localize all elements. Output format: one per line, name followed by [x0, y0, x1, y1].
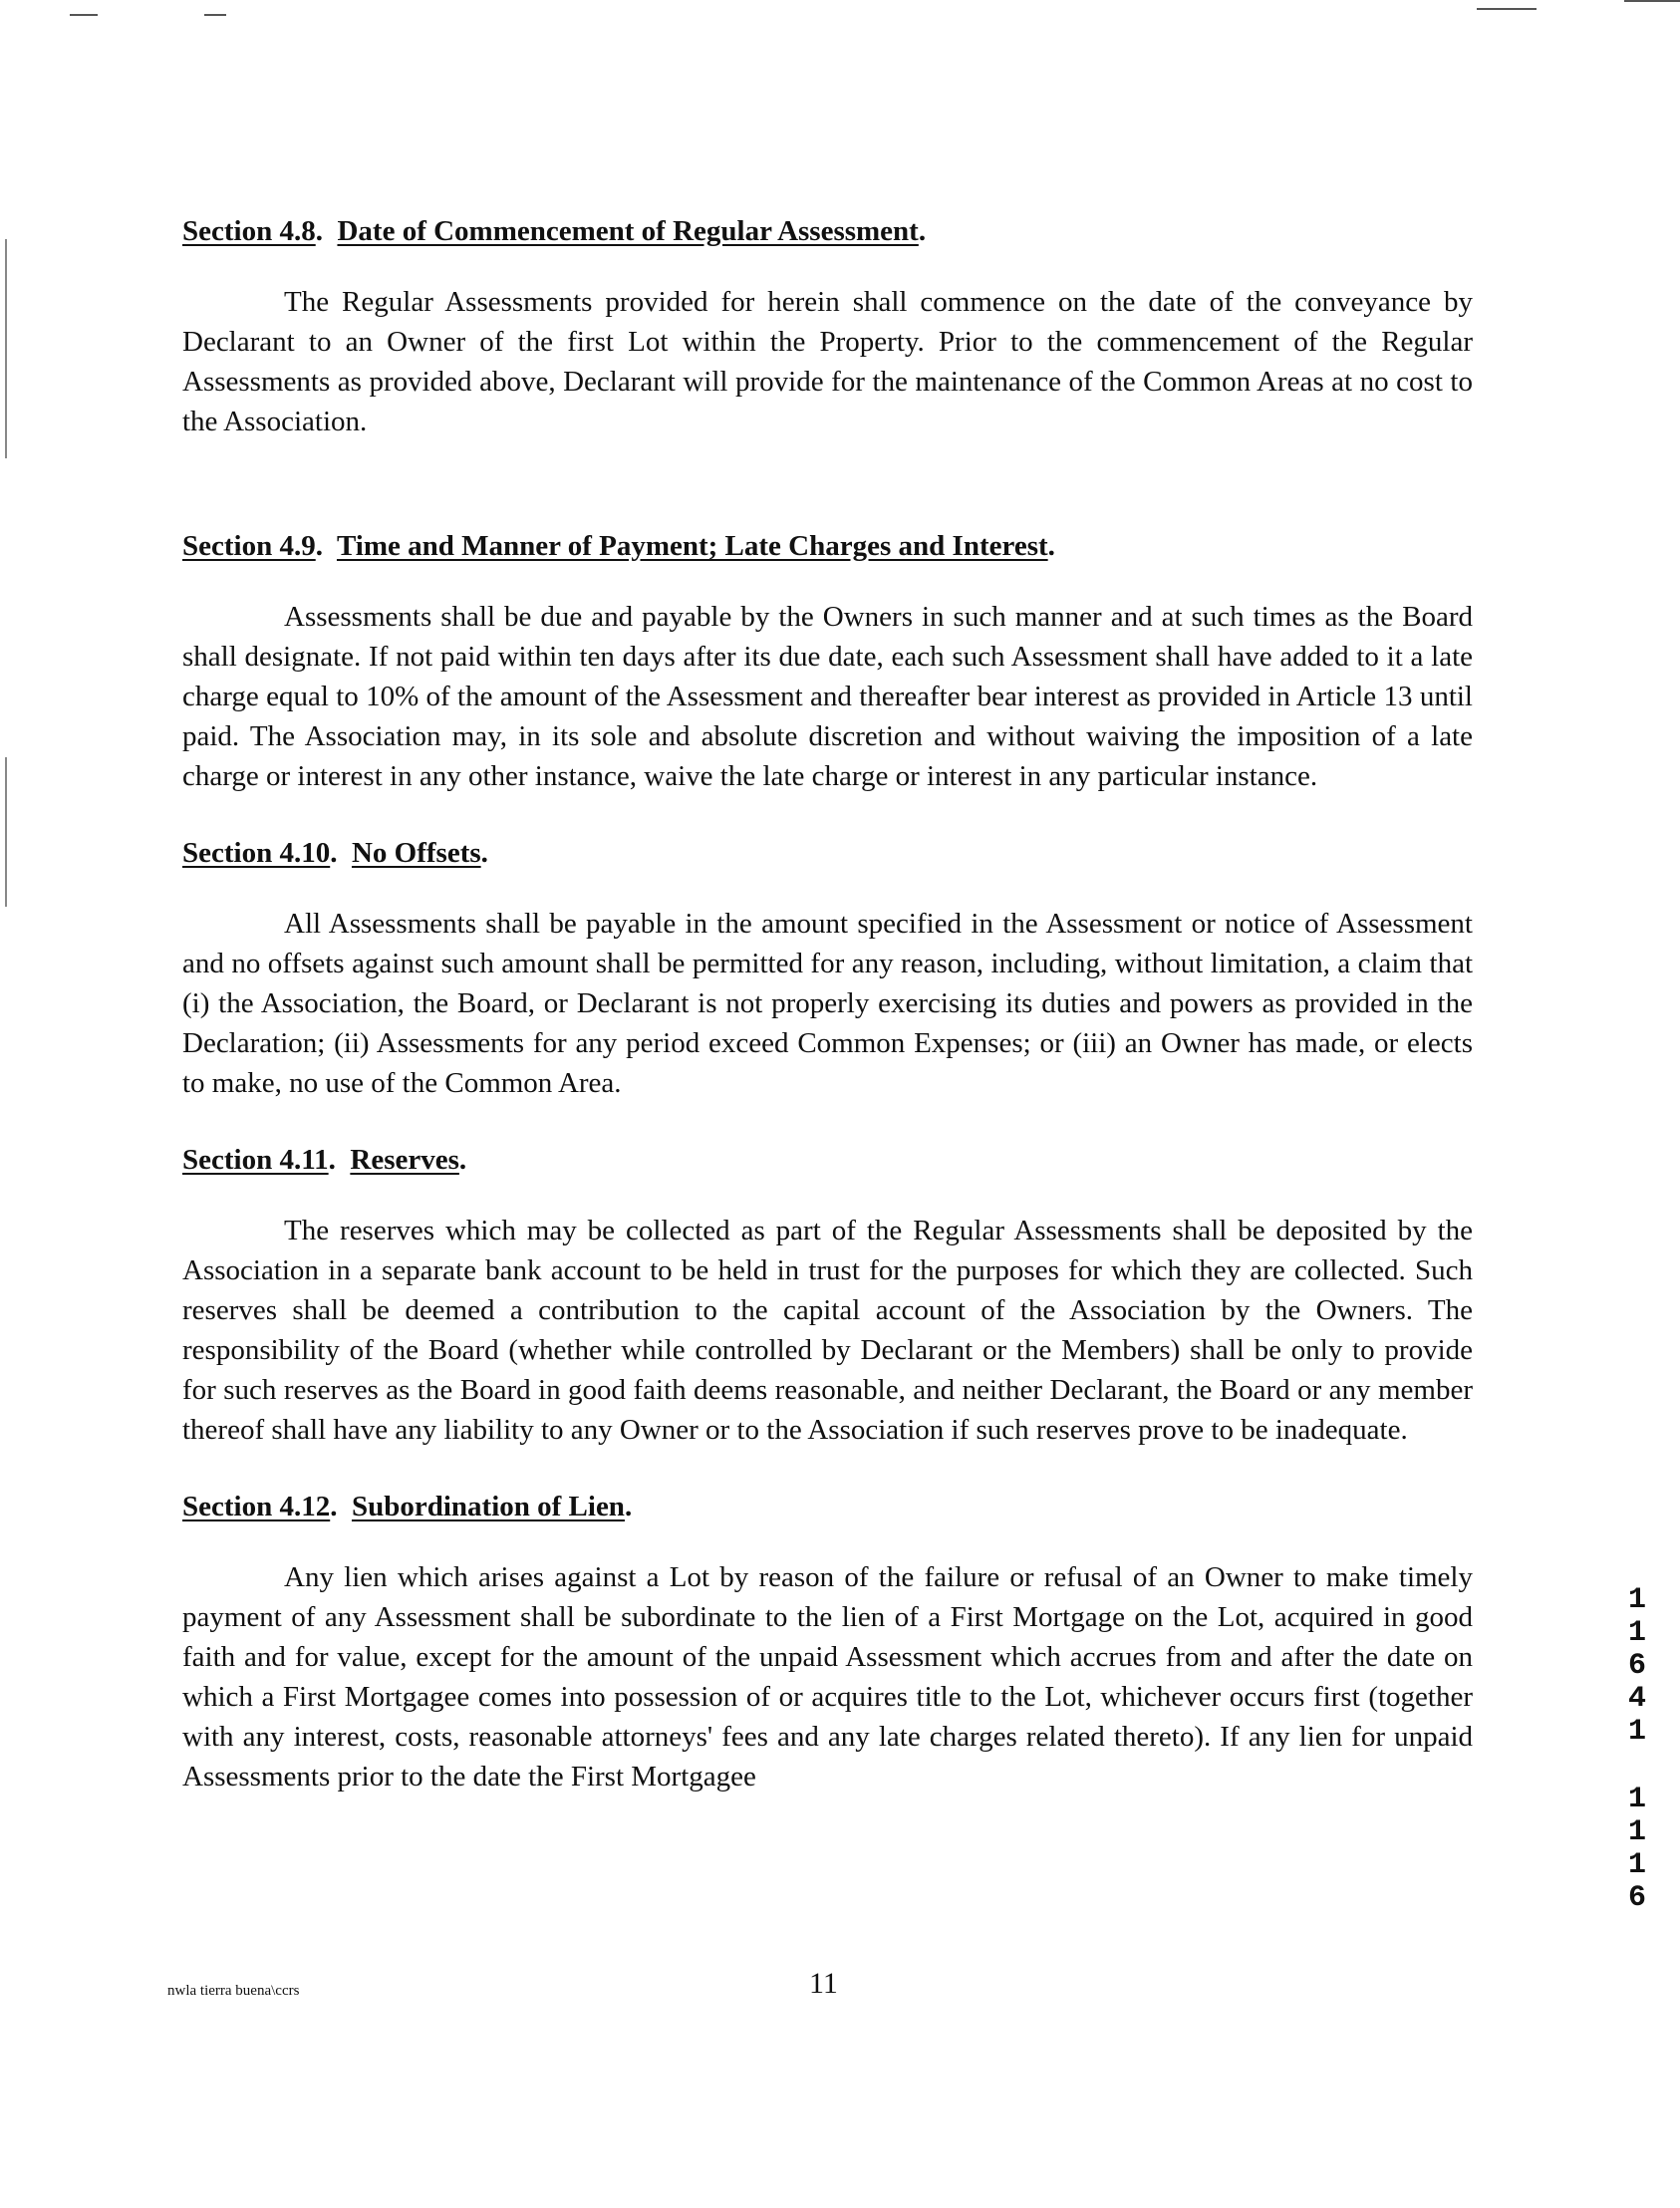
section-number: Section 4.8: [182, 215, 316, 247]
footer-file-path: nwla tierra buena\ccrs: [167, 1983, 300, 1999]
section-4-8-heading: Section 4.8. Date of Commencement of Regular Assessment.: [182, 215, 927, 247]
scan-edge-left-2: [5, 757, 7, 907]
stamp-digit: 4: [1627, 1682, 1646, 1716]
section-number: Section 4.9: [182, 530, 316, 562]
margin-stamp-upper: [1622, 1584, 1652, 1749]
section-number: Section 4.11: [182, 1144, 329, 1176]
scan-mark-top-2: [204, 14, 226, 16]
page-number: 11: [809, 1967, 838, 2000]
stamp-digit: 1: [1627, 1715, 1646, 1749]
section-title: Subordination of Lien: [351, 1491, 625, 1522]
stamp-digit: 1: [1627, 1783, 1646, 1816]
stamp-digit: 1: [1627, 1848, 1646, 1882]
scan-edge-left-1: [5, 239, 7, 458]
section-4-9-heading: Section 4.9. Time and Manner of Payment; Late Charges and Interest.: [182, 530, 1055, 562]
section-title: Date of Commencement of Regular Assessment: [337, 215, 919, 247]
stamp-digit: 1: [1627, 1583, 1646, 1617]
section-title: No Offsets: [351, 837, 481, 869]
section-4-9-body: Assessments shall be due and payable by the Owners in such manner and at such times as the Board shall designate. If not paid within ten days after its due date, each such Assessment shall have added to it a late charge equal to 10% of the amount of the Assessment and thereafter bear interest as provided in Article 13 until paid. The Association may, in its sole and absolute discretion and without waiving the imposition of a late charge or interest in any other instance, waive the late charge or interest in any particular instance.: [182, 601, 1473, 792]
stamp-digit: 1: [1627, 1616, 1646, 1650]
section-number: Section 4.12: [182, 1491, 331, 1522]
document-body: [182, 211, 1473, 1796]
section-4-12-heading: Section 4.12. Subordination of Lien.: [182, 1491, 633, 1522]
section-4-12-body: Any lien which arises against a Lot by reason of the failure or refusal of an Owner to make timely payment of any Assessment shall be subordinate to the lien of a First Mortgage on the Lot, acquired in good faith and for value, except for the amount of the unpaid Assessment which accrues from and after the date on which a First Mortgagee comes into possession of or acquires title to the Lot, whichever occurs first (together with any interest, costs, reasonable attorneys' fees and any late charges related thereto). If any lien for unpaid Assessments prior to the date the First Mortgagee: [182, 1561, 1473, 1793]
section-number: Section 4.10: [182, 837, 331, 869]
section-4-11-heading: Section 4.11. Reserves.: [182, 1144, 467, 1176]
section-4-10-body: All Assessments shall be payable in the amount specified in the Assessment or notice of Assessment and no offsets against such amount shall be permitted for any reason, including, without limitation, a claim that (i) the Association, the Board, or Declarant is not properly exercising its duties and powers as provided in the Declaration; (ii) Assessments for any period exceed Common Expenses; or (iii) an Owner has made, or elects to make, no use of the Common Area.: [182, 908, 1473, 1099]
section-4-8-body: The Regular Assessments provided for herein shall commence on the date of the conveyance by Declarant to an Owner of the first Lot within the Property. Prior to the commencement of the Regular Assessments as provided above, Declarant will provide for the maintenance of the Common Areas at no cost to the Association.: [182, 286, 1473, 437]
margin-stamp-lower: [1622, 1784, 1652, 1915]
scan-mark-top-4: [1624, 0, 1680, 2]
stamp-digit: 1: [1627, 1815, 1646, 1849]
section-title: Reserves: [350, 1144, 459, 1176]
section-4-11-body: The reserves which may be collected as part of the Regular Assessments shall be deposited by the Association in a separate bank account to be held in trust for the purposes for which they are collected. Such reserves shall be deemed a contribution to the capital account of the Association by the Owners. The responsibility of the Board (whether while controlled by Declarant or the Members) shall be only to provide for such reserves as the Board in good faith deems reasonable, and neither Declarant, the Board or any member thereof shall have any liability to any Owner or to the Association if such reserves prove to be inadequate.: [182, 1215, 1473, 1446]
scan-mark-top-3: [1477, 8, 1537, 10]
stamp-digit: 6: [1627, 1881, 1646, 1915]
section-title: Time and Manner of Payment; Late Charges and Interest: [336, 530, 1048, 562]
stamp-digit: 6: [1627, 1649, 1646, 1683]
section-4-10-heading: Section 4.10. No Offsets.: [182, 837, 488, 869]
scan-mark-top-1: [70, 14, 98, 16]
